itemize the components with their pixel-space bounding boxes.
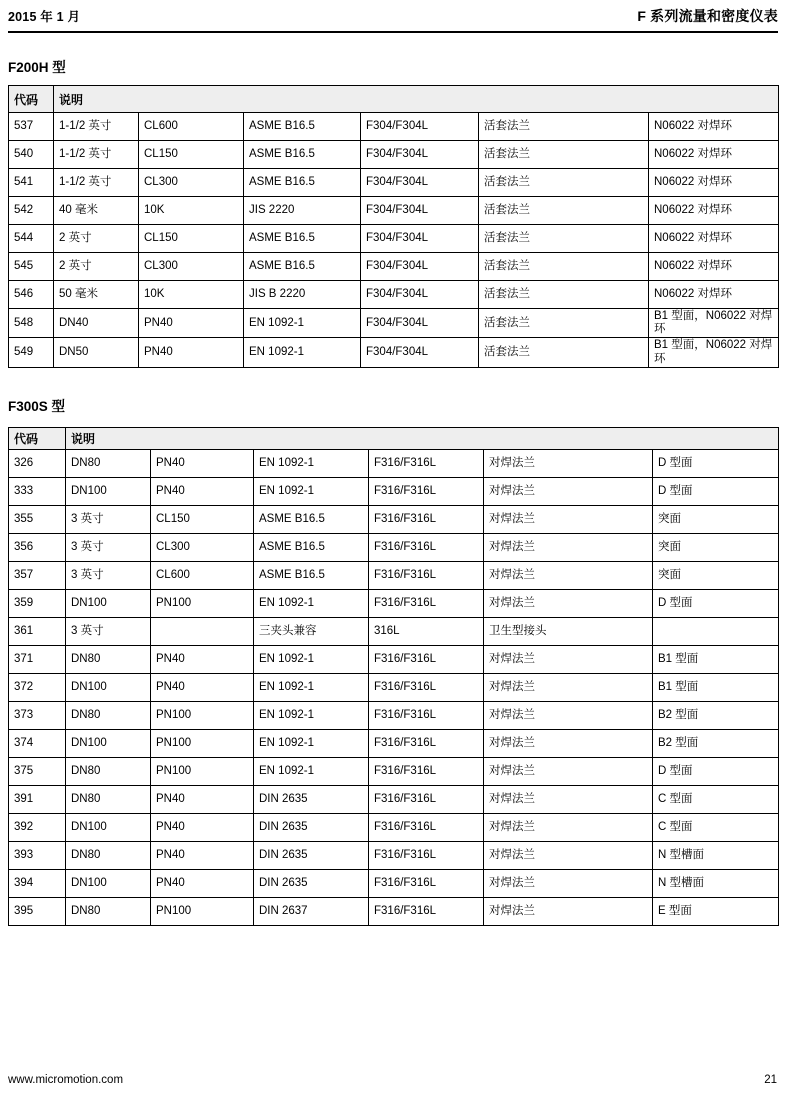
table-header-row bbox=[9, 86, 779, 113]
table-row bbox=[9, 730, 779, 758]
spec-cell: PN100 bbox=[151, 702, 254, 730]
code-cell: 392 bbox=[9, 814, 66, 842]
spec-cell: 突面 bbox=[653, 534, 779, 562]
table-row bbox=[9, 338, 779, 367]
f300s-table bbox=[8, 427, 779, 926]
code-cell: 546 bbox=[9, 281, 54, 309]
spec-cell: D 型面 bbox=[653, 758, 779, 786]
spec-cell: B1 型面，N06022 对焊环 bbox=[649, 338, 779, 367]
table-row bbox=[9, 702, 779, 730]
table-row bbox=[9, 113, 779, 141]
spec-cell: PN40 bbox=[139, 338, 244, 367]
spec-cell: DN80 bbox=[66, 758, 151, 786]
table-row bbox=[9, 842, 779, 870]
footer-page-number: 21 bbox=[764, 1074, 777, 1086]
spec-cell: N06022 对焊环 bbox=[649, 169, 779, 197]
footer-website: www.micromotion.com bbox=[8, 1074, 124, 1086]
spec-cell: ASME B16.5 bbox=[244, 113, 361, 141]
code-cell: 326 bbox=[9, 450, 66, 478]
table-row bbox=[9, 478, 779, 506]
spec-cell: N06022 对焊环 bbox=[649, 225, 779, 253]
page-footer bbox=[8, 1074, 777, 1086]
spec-cell: 3 英寸 bbox=[66, 534, 151, 562]
spec-cell: F316/F316L bbox=[369, 842, 484, 870]
spec-cell: PN40 bbox=[151, 814, 254, 842]
spec-cell: C 型面 bbox=[653, 786, 779, 814]
table-row bbox=[9, 197, 779, 225]
code-cell: 549 bbox=[9, 338, 54, 367]
spec-cell: PN40 bbox=[151, 450, 254, 478]
table-row bbox=[9, 534, 779, 562]
spec-cell: DIN 2635 bbox=[254, 842, 369, 870]
spec-cell: PN40 bbox=[139, 309, 244, 338]
spec-cell: 卫生型接头 bbox=[484, 618, 653, 646]
spec-cell: F316/F316L bbox=[369, 590, 484, 618]
code-cell: 374 bbox=[9, 730, 66, 758]
spec-cell: 突面 bbox=[653, 562, 779, 590]
table-row bbox=[9, 870, 779, 898]
spec-cell: PN100 bbox=[151, 730, 254, 758]
spec-cell: 316L bbox=[369, 618, 484, 646]
spec-cell: F316/F316L bbox=[369, 450, 484, 478]
spec-cell: 活套法兰 bbox=[479, 113, 649, 141]
spec-cell: PN40 bbox=[151, 646, 254, 674]
spec-cell: 3 英寸 bbox=[66, 506, 151, 534]
spec-cell: PN100 bbox=[151, 898, 254, 926]
spec-cell: E 型面 bbox=[653, 898, 779, 926]
spec-cell: B2 型面 bbox=[653, 702, 779, 730]
spec-cell: 活套法兰 bbox=[479, 225, 649, 253]
spec-cell: DN80 bbox=[66, 842, 151, 870]
col-header-description: 说明 bbox=[54, 86, 779, 113]
code-cell: 393 bbox=[9, 842, 66, 870]
spec-cell: N06022 对焊环 bbox=[649, 197, 779, 225]
spec-cell: DN100 bbox=[66, 870, 151, 898]
spec-cell: PN100 bbox=[151, 758, 254, 786]
code-cell: 395 bbox=[9, 898, 66, 926]
spec-cell: DN80 bbox=[66, 898, 151, 926]
spec-cell: D 型面 bbox=[653, 450, 779, 478]
code-cell: 541 bbox=[9, 169, 54, 197]
spec-cell: EN 1092-1 bbox=[254, 702, 369, 730]
spec-cell: F316/F316L bbox=[369, 506, 484, 534]
table-header-row bbox=[9, 428, 779, 450]
spec-cell: F304/F304L bbox=[361, 253, 479, 281]
code-cell: 357 bbox=[9, 562, 66, 590]
spec-cell: F316/F316L bbox=[369, 674, 484, 702]
spec-cell: CL600 bbox=[151, 562, 254, 590]
spec-cell: 1-1/2 英寸 bbox=[54, 141, 139, 169]
spec-cell: F316/F316L bbox=[369, 478, 484, 506]
spec-cell: F316/F316L bbox=[369, 702, 484, 730]
spec-cell: DN50 bbox=[54, 338, 139, 367]
spec-cell: EN 1092-1 bbox=[254, 758, 369, 786]
spec-cell: F316/F316L bbox=[369, 646, 484, 674]
spec-cell: 活套法兰 bbox=[479, 253, 649, 281]
table-row bbox=[9, 169, 779, 197]
spec-cell: N06022 对焊环 bbox=[649, 141, 779, 169]
spec-cell: 活套法兰 bbox=[479, 281, 649, 309]
code-cell: 371 bbox=[9, 646, 66, 674]
spec-cell: JIS 2220 bbox=[244, 197, 361, 225]
code-cell: 356 bbox=[9, 534, 66, 562]
spec-cell: 50 毫米 bbox=[54, 281, 139, 309]
spec-cell: DN100 bbox=[66, 478, 151, 506]
spec-cell: CL150 bbox=[151, 506, 254, 534]
spec-cell: N06022 对焊环 bbox=[649, 253, 779, 281]
spec-cell: DN100 bbox=[66, 590, 151, 618]
section-title-f300s: F300S 型 bbox=[8, 399, 66, 414]
spec-cell: F304/F304L bbox=[361, 141, 479, 169]
spec-cell: PN40 bbox=[151, 870, 254, 898]
spec-cell: B1 型面，N06022 对焊环 bbox=[649, 309, 779, 338]
spec-cell: N 型槽面 bbox=[653, 842, 779, 870]
spec-cell: F316/F316L bbox=[369, 730, 484, 758]
code-cell: 545 bbox=[9, 253, 54, 281]
spec-cell: PN100 bbox=[151, 590, 254, 618]
spec-cell: DN100 bbox=[66, 674, 151, 702]
spec-cell: N 型槽面 bbox=[653, 870, 779, 898]
spec-cell: CL300 bbox=[139, 169, 244, 197]
spec-cell: 40 毫米 bbox=[54, 197, 139, 225]
spec-cell: 对焊法兰 bbox=[484, 562, 653, 590]
spec-cell: 对焊法兰 bbox=[484, 646, 653, 674]
f200h-table bbox=[8, 85, 779, 368]
table-row bbox=[9, 309, 779, 338]
spec-cell: 对焊法兰 bbox=[484, 506, 653, 534]
spec-cell: F304/F304L bbox=[361, 197, 479, 225]
spec-cell: ASME B16.5 bbox=[244, 141, 361, 169]
spec-cell: ASME B16.5 bbox=[244, 253, 361, 281]
spec-cell: B1 型面 bbox=[653, 646, 779, 674]
spec-cell: 对焊法兰 bbox=[484, 898, 653, 926]
spec-cell: 活套法兰 bbox=[479, 309, 649, 338]
spec-cell: D 型面 bbox=[653, 478, 779, 506]
f200h-table-body bbox=[9, 113, 779, 368]
spec-cell: EN 1092-1 bbox=[244, 338, 361, 367]
spec-cell: F316/F316L bbox=[369, 814, 484, 842]
code-cell: 391 bbox=[9, 786, 66, 814]
spec-cell: EN 1092-1 bbox=[254, 646, 369, 674]
table-row bbox=[9, 281, 779, 309]
col-header-description: 说明 bbox=[66, 428, 779, 450]
table-row bbox=[9, 758, 779, 786]
spec-cell bbox=[151, 618, 254, 646]
table-row bbox=[9, 674, 779, 702]
spec-cell: 对焊法兰 bbox=[484, 590, 653, 618]
spec-cell: 突面 bbox=[653, 506, 779, 534]
code-cell: 355 bbox=[9, 506, 66, 534]
spec-cell: N06022 对焊环 bbox=[649, 113, 779, 141]
table-row bbox=[9, 898, 779, 926]
header-document-title: F 系列流量和密度仪表 bbox=[637, 8, 778, 24]
spec-cell: 对焊法兰 bbox=[484, 478, 653, 506]
spec-cell: DN80 bbox=[66, 786, 151, 814]
spec-cell: EN 1092-1 bbox=[244, 309, 361, 338]
spec-cell: ASME B16.5 bbox=[244, 225, 361, 253]
spec-cell: DN80 bbox=[66, 450, 151, 478]
spec-cell: 活套法兰 bbox=[479, 169, 649, 197]
spec-cell: CL300 bbox=[139, 253, 244, 281]
code-cell: 540 bbox=[9, 141, 54, 169]
spec-cell: 10K bbox=[139, 197, 244, 225]
spec-cell: 1-1/2 英寸 bbox=[54, 113, 139, 141]
table-row bbox=[9, 590, 779, 618]
spec-cell: 10K bbox=[139, 281, 244, 309]
spec-cell: DIN 2635 bbox=[254, 786, 369, 814]
code-cell: 394 bbox=[9, 870, 66, 898]
code-cell: 361 bbox=[9, 618, 66, 646]
f300s-table-body bbox=[9, 450, 779, 926]
code-cell: 375 bbox=[9, 758, 66, 786]
spec-cell: DIN 2635 bbox=[254, 870, 369, 898]
code-cell: 359 bbox=[9, 590, 66, 618]
spec-cell: 2 英寸 bbox=[54, 225, 139, 253]
spec-cell: 对焊法兰 bbox=[484, 730, 653, 758]
spec-cell: 1-1/2 英寸 bbox=[54, 169, 139, 197]
spec-cell: EN 1092-1 bbox=[254, 674, 369, 702]
code-cell: 372 bbox=[9, 674, 66, 702]
spec-cell: CL150 bbox=[139, 141, 244, 169]
spec-cell: ASME B16.5 bbox=[254, 506, 369, 534]
spec-cell: C 型面 bbox=[653, 814, 779, 842]
table-row bbox=[9, 506, 779, 534]
code-cell: 373 bbox=[9, 702, 66, 730]
spec-cell: F304/F304L bbox=[361, 169, 479, 197]
spec-cell: DN80 bbox=[66, 646, 151, 674]
table-row bbox=[9, 225, 779, 253]
spec-cell: 对焊法兰 bbox=[484, 786, 653, 814]
code-cell: 537 bbox=[9, 113, 54, 141]
spec-cell: 对焊法兰 bbox=[484, 450, 653, 478]
spec-cell: DN100 bbox=[66, 814, 151, 842]
spec-cell: PN40 bbox=[151, 842, 254, 870]
spec-cell: 对焊法兰 bbox=[484, 674, 653, 702]
spec-cell: 2 英寸 bbox=[54, 253, 139, 281]
spec-cell: F304/F304L bbox=[361, 309, 479, 338]
spec-cell: 活套法兰 bbox=[479, 338, 649, 367]
spec-cell: PN40 bbox=[151, 674, 254, 702]
spec-cell: 3 英寸 bbox=[66, 618, 151, 646]
header-date: 2015 年 1 月 bbox=[8, 10, 81, 24]
spec-cell bbox=[653, 618, 779, 646]
spec-cell: ASME B16.5 bbox=[244, 169, 361, 197]
spec-cell: PN40 bbox=[151, 478, 254, 506]
table-row bbox=[9, 618, 779, 646]
spec-cell: F316/F316L bbox=[369, 786, 484, 814]
spec-cell: 活套法兰 bbox=[479, 141, 649, 169]
spec-cell: D 型面 bbox=[653, 590, 779, 618]
spec-cell: JIS B 2220 bbox=[244, 281, 361, 309]
spec-cell: ASME B16.5 bbox=[254, 534, 369, 562]
spec-cell: B2 型面 bbox=[653, 730, 779, 758]
spec-cell: EN 1092-1 bbox=[254, 450, 369, 478]
spec-cell: CL150 bbox=[139, 225, 244, 253]
spec-cell: N06022 对焊环 bbox=[649, 281, 779, 309]
spec-cell: DN80 bbox=[66, 702, 151, 730]
spec-cell: 对焊法兰 bbox=[484, 842, 653, 870]
table-row bbox=[9, 786, 779, 814]
spec-cell: F316/F316L bbox=[369, 758, 484, 786]
table-row bbox=[9, 814, 779, 842]
code-cell: 548 bbox=[9, 309, 54, 338]
spec-cell: F304/F304L bbox=[361, 281, 479, 309]
table-row bbox=[9, 253, 779, 281]
spec-cell: F316/F316L bbox=[369, 870, 484, 898]
spec-cell: ASME B16.5 bbox=[254, 562, 369, 590]
spec-cell: DIN 2635 bbox=[254, 814, 369, 842]
page-header bbox=[8, 6, 778, 33]
spec-cell: B1 型面 bbox=[653, 674, 779, 702]
spec-cell: 对焊法兰 bbox=[484, 534, 653, 562]
spec-cell: PN40 bbox=[151, 786, 254, 814]
section-title-f200h: F200H 型 bbox=[8, 60, 66, 75]
table-row bbox=[9, 646, 779, 674]
spec-cell: EN 1092-1 bbox=[254, 478, 369, 506]
spec-cell: 三夹头兼容 bbox=[254, 618, 369, 646]
spec-cell: 对焊法兰 bbox=[484, 814, 653, 842]
code-cell: 542 bbox=[9, 197, 54, 225]
spec-cell: F316/F316L bbox=[369, 562, 484, 590]
code-cell: 544 bbox=[9, 225, 54, 253]
spec-cell: F316/F316L bbox=[369, 898, 484, 926]
table-row bbox=[9, 562, 779, 590]
spec-cell: DN100 bbox=[66, 730, 151, 758]
spec-cell: 对焊法兰 bbox=[484, 758, 653, 786]
spec-cell: CL600 bbox=[139, 113, 244, 141]
spec-cell: 对焊法兰 bbox=[484, 702, 653, 730]
spec-cell: DIN 2637 bbox=[254, 898, 369, 926]
code-cell: 333 bbox=[9, 478, 66, 506]
spec-cell: F304/F304L bbox=[361, 113, 479, 141]
spec-cell: CL300 bbox=[151, 534, 254, 562]
spec-cell: 3 英寸 bbox=[66, 562, 151, 590]
spec-cell: 活套法兰 bbox=[479, 197, 649, 225]
spec-cell: F304/F304L bbox=[361, 225, 479, 253]
spec-cell: F304/F304L bbox=[361, 338, 479, 367]
spec-cell: DN40 bbox=[54, 309, 139, 338]
col-header-code: 代码 bbox=[9, 86, 54, 113]
table-row bbox=[9, 450, 779, 478]
spec-cell: 对焊法兰 bbox=[484, 870, 653, 898]
col-header-code: 代码 bbox=[9, 428, 66, 450]
spec-cell: F316/F316L bbox=[369, 534, 484, 562]
spec-cell: EN 1092-1 bbox=[254, 730, 369, 758]
spec-cell: EN 1092-1 bbox=[254, 590, 369, 618]
table-row bbox=[9, 141, 779, 169]
